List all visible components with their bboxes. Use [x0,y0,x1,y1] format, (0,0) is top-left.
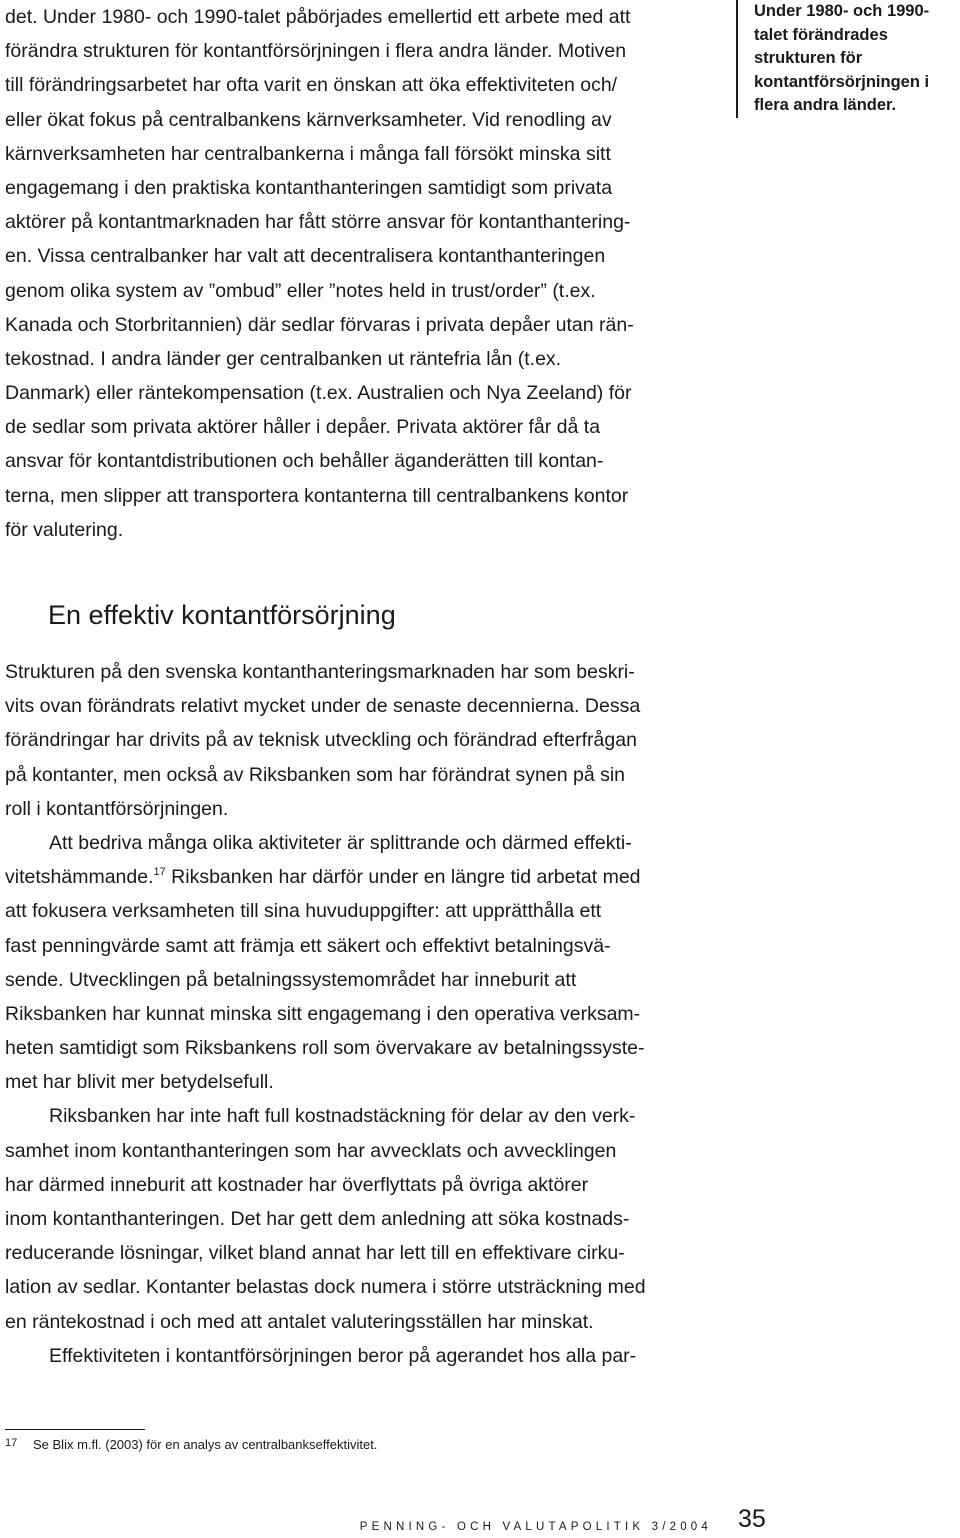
text-line [5,689,717,723]
text-line: Danmark) eller räntekompensation (t.ex. Australien och Nya Zeeland) för [5,382,632,405]
section-heading: En effektiv kontantförsörjning [48,600,396,630]
text-line: till förändringsarbetet har ofta varit en önskan att öka effektiviteten och/ [5,74,618,97]
text-line-body: vitetshämmande. [5,866,154,889]
footnote-number: 17 [5,1437,18,1449]
text-line [5,1099,717,1133]
text-line-body: met har blivit mer betydelsefull. [5,1071,274,1094]
text-line-body: Att bedriva många olika aktiviteter är splittrande och därmed effekti- [49,831,632,854]
text-line-body: Riksbanken har kunnat minska sitt engagemang i den operativa verksam- [5,1002,641,1025]
text-line [5,1305,717,1339]
text-line-body: Effektiviteten i kontantförsörjningen beror på agerandet hos alla par- [49,1344,637,1367]
text-line: förändra strukturen för kontantförsörjningen i flera andra länder. Motiven [5,40,627,63]
text-line [5,1202,717,1236]
margin-note-line: kontantförsörjningen i [754,72,930,91]
margin-note [736,0,960,118]
text-line-body: sende. Utvecklingen på betalningssystemområdet har inneburit att [5,968,577,991]
footnote [5,1437,377,1452]
text-line: de sedlar som privata aktörer håller i depåer. Privata aktörer får då ta [5,416,601,439]
text-line-body: reducerande lösningar, vilket bland annat har lett till en effektivare cirku- [5,1242,625,1265]
text-line-body: inom kontanthanteringen. Det har gett dem anledning att söka kostnads- [5,1208,630,1230]
text-line [5,1339,717,1373]
text-line [5,1270,717,1304]
text-line [5,860,717,894]
text-line [5,997,717,1031]
text-line: tekostnad. I andra länder ger centralbanken ut räntefria lån (t.ex. [5,347,562,370]
text-line-body: samhet inom kontanthanteringen som har avvecklats och avvecklingen [5,1139,617,1162]
text-line [5,758,717,792]
text-line-continuation: Riksbanken har därför under en längre tid arbetat med [165,866,641,889]
text-line: ansvar för kontantdistributionen och behåller äganderätten till kontan- [5,450,604,473]
text-line [5,929,717,963]
text-line-body: heten samtidigt som Riksbankens roll som övervakare av betalningssyste- [5,1037,645,1060]
margin-note-line: Under 1980- och 1990- [754,2,930,20]
section-text-column [5,655,717,1373]
text-line: Kanada och Storbritannien) där sedlar förvaras i privata depåer utan rän- [5,313,634,336]
text-line-body: har därmed inneburit att kostnader har överflyttats på övriga aktörer [5,1173,589,1196]
text-line-body: roll i kontantförsörjningen. [5,797,229,820]
text-line: för valutering. [5,518,124,541]
text-line: eller ökat fokus på centralbankens kärnverksamheter. Vid renodling av [5,108,612,131]
text-line-body: en räntekostnad i och med att antalet valuteringsställen har minskat. [5,1310,594,1333]
text-line [5,826,717,860]
page-number: 35 [738,1505,766,1533]
margin-note-line: flera andra länder. [754,96,897,114]
text-line [5,1134,717,1168]
text-line: genom olika system av ”ombud” eller ”notes held in trust/order” (t.ex. [5,279,596,302]
text-line [5,1168,717,1202]
text-line [5,723,717,757]
margin-note-line: strukturen för [754,49,863,67]
text-line [5,655,717,689]
text-line [5,894,717,928]
text-line [5,1236,717,1270]
text-line-body: lation av sedlar. Kontanter belastas dock numera i större utsträckning med [5,1276,646,1299]
text-line-body: vits ovan förändrats relativt mycket under de senaste decennierna. Dessa [5,695,641,718]
text-line: engagemang i den praktiska kontanthanteringen samtidigt som privata [5,176,613,199]
text-line-body: att fokusera verksamheten till sina huvuduppgifter: att upprätthålla ett [5,900,602,923]
text-line-body: Riksbanken har inte haft full kostnadstäckning för delar av den verk- [49,1105,636,1128]
text-line: kärnverksamheten har centralbankerna i många fall försökt minska sitt [5,142,611,165]
text-line-body: fast penningvärde samt att främja ett säkert och effektivt betalningsvä- [5,934,611,957]
text-line: aktörer på kontantmarknaden har fått större ansvar för kontanthantering- [5,211,631,234]
margin-note-line: talet förändrades [754,25,888,44]
text-line [5,1031,717,1065]
running-footer: PENNING- OCH VALUTAPOLITIK 3/2004 [359,1521,712,1533]
text-line: det. Under 1980- och 1990-talet påbörjades emellertid ett arbete med att [5,6,631,28]
text-line: terna, men slipper att transportera kontanterna till centralbankens kontor [5,484,629,507]
text-line: en. Vissa centralbanker har valt att decentralisera kontanthanteringen [5,245,606,268]
text-line [5,792,717,826]
main-text-column [5,0,717,547]
text-line [5,963,717,997]
text-line-body: på kontanter, men också av Riksbanken som har förändrat synen på sin [5,763,626,786]
footnote-text: Se Blix m.fl. (2003) för en analys av centralbankseffektivitet. [33,1437,378,1452]
text-line [5,1065,717,1099]
footnote-reference: 17 [153,866,166,879]
footnote-divider [5,1429,145,1430]
text-line-body: förändringar har drivits på av teknisk utveckling och förändrad efterfrågan [5,729,637,752]
text-line-body: Strukturen på den svenska kontanthanteringsmarknaden har som beskri- [5,661,635,683]
